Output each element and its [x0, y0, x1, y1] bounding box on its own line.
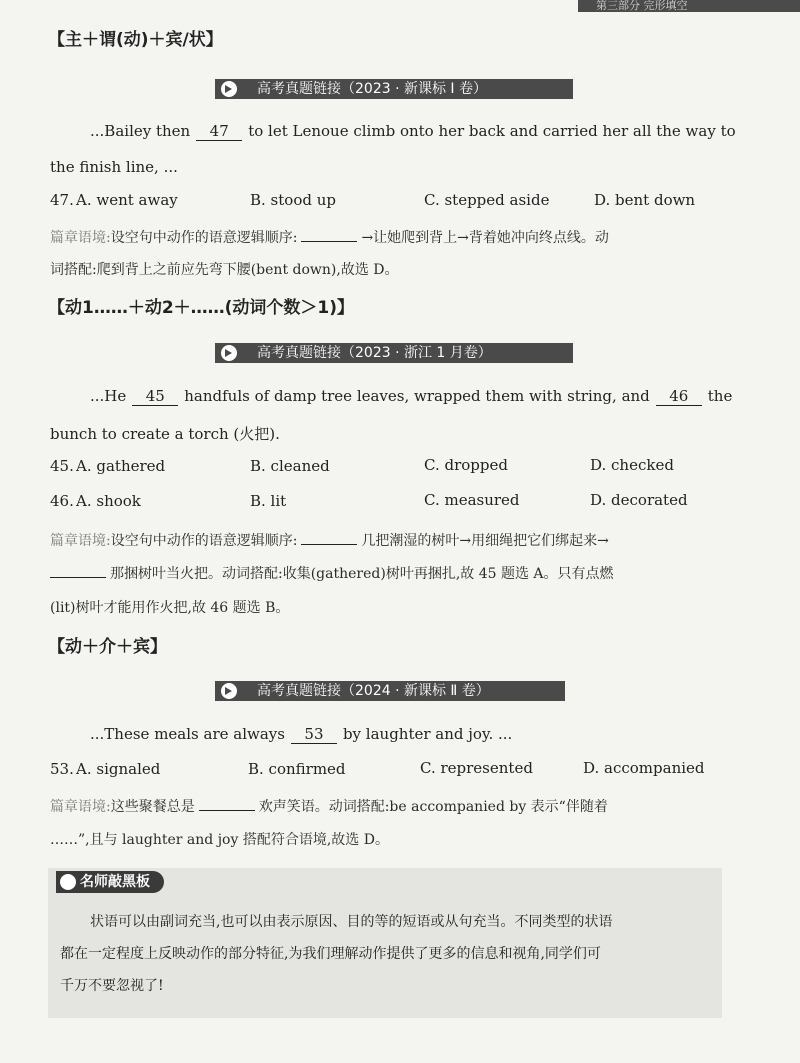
- section2-note-line2: [50, 563, 614, 583]
- note-text: 欢声笑语。动词搭配:be accompanied by 表示“伴随着: [258, 799, 608, 815]
- section2-passage-line2: bunch to create a torch (火把).: [50, 425, 280, 443]
- note-text: 几把潮湿的树叶→用细绳把它们绑起来→: [361, 533, 609, 549]
- play-icon: [221, 683, 237, 699]
- section3-passage-line1: [90, 725, 512, 744]
- passage-text: ...He: [90, 387, 127, 405]
- section1-banner: [215, 79, 573, 99]
- option-b: B. confirmed: [248, 760, 346, 778]
- section1-passage-line2: the finish line, ...: [50, 158, 178, 176]
- tip-line-2: 都在一定程度上反映动作的部分特征,为我们理解动作提供了更多的信息和视角,同学们可: [60, 946, 601, 962]
- section2-banner-text: 高考真题链接（2023 · 浙江 1 月卷）: [257, 345, 492, 361]
- section1-passage-line1: [90, 122, 736, 141]
- play-icon: [221, 345, 237, 361]
- section3-heading: 【动＋介＋宾】: [48, 637, 167, 657]
- note-text: →让她爬到背上→背着她冲向终点线。动: [361, 230, 609, 246]
- note-text: 设空句中动作的语意逻辑顺序:: [110, 230, 298, 246]
- tip-line-1: 状语可以由副词充当,也可以由表示原因、目的等的短语或从句充当。不同类型的状语: [90, 914, 613, 930]
- blank-53: 53: [291, 725, 337, 744]
- option-c: C. dropped: [424, 456, 508, 474]
- option-d: D. accompanied: [583, 759, 705, 777]
- option-c: C. stepped aside: [424, 191, 550, 209]
- play-icon: [221, 81, 237, 97]
- option-d: D. decorated: [590, 491, 688, 509]
- tip-icon: [60, 874, 76, 890]
- section3-note-line2: ……”,且与 laughter and joy 搭配符合语境,故选 D。: [50, 832, 389, 848]
- note-text: 这些聚餐总是: [110, 799, 195, 815]
- option-d: D. checked: [590, 456, 674, 474]
- section2-banner: [215, 343, 573, 363]
- passage-text: by laughter and joy. ...: [342, 725, 513, 743]
- question-number: 46.: [50, 492, 74, 510]
- note-blank: [50, 577, 106, 578]
- blank-47: 47: [196, 122, 242, 141]
- option-b: B. cleaned: [250, 457, 330, 475]
- header-bar: [578, 0, 800, 12]
- section2-note-line1: [50, 530, 609, 550]
- section3-note-line1: [50, 796, 608, 816]
- option-a: A. signaled: [76, 760, 161, 778]
- note-text: 那捆树叶当火把。动词搭配:收集(gathered)树叶再捆扎,故 45 题选 A。只有点燃: [110, 566, 614, 582]
- question-number: 53.: [50, 760, 74, 778]
- option-a: A. went away: [76, 191, 178, 209]
- note-label: 篇章语境:: [50, 533, 111, 549]
- passage-text: ...Bailey then: [90, 122, 191, 140]
- blank-46: 46: [656, 387, 702, 406]
- option-a: A. gathered: [76, 457, 166, 475]
- section3-banner: [215, 681, 565, 701]
- option-d: D. bent down: [594, 191, 696, 209]
- section1-heading: 【主＋谓(动)＋宾/状】: [48, 30, 223, 50]
- note-blank: [199, 810, 255, 811]
- tip-line-3: 千万不要忽视了!: [60, 978, 164, 994]
- question-number: 45.: [50, 457, 74, 475]
- header-text: 第三部分 完形填空: [596, 0, 688, 12]
- blank-45: 45: [132, 387, 178, 406]
- passage-text: ...These meals are always: [90, 725, 285, 743]
- passage-text: to let Lenoue climb onto her back and carried her all the way to: [248, 122, 736, 140]
- option-a: A. shook: [76, 492, 141, 510]
- note-blank: [301, 544, 357, 545]
- question-number: 47.: [50, 191, 74, 209]
- passage-text: handfuls of damp tree leaves, wrapped them with string, and: [184, 387, 650, 405]
- note-label: 篇章语境:: [50, 230, 111, 246]
- option-b: B. lit: [250, 492, 287, 510]
- section2-note-line3: (lit)树叶才能用作火把,故 46 题选 B。: [50, 600, 290, 616]
- tip-label-text: 名师敲黑板: [80, 874, 150, 890]
- option-b: B. stood up: [250, 191, 336, 209]
- note-label: 篇章语境:: [50, 799, 111, 815]
- section1-banner-text: 高考真题链接（2023 · 新课标 Ⅰ 卷）: [257, 81, 488, 97]
- option-c: C. measured: [424, 491, 520, 509]
- section2-passage-line1: [90, 387, 732, 406]
- section3-banner-text: 高考真题链接（2024 · 新课标 Ⅱ 卷）: [257, 683, 490, 699]
- note-text: 设空句中动作的语意逻辑顺序:: [110, 533, 298, 549]
- passage-text: the: [707, 387, 733, 405]
- option-c: C. represented: [420, 759, 533, 777]
- section1-note-line1: [50, 227, 609, 247]
- tip-label: [56, 871, 164, 893]
- section1-note-line2: 词搭配:爬到背上之前应先弯下腰(bent down),故选 D。: [50, 262, 399, 278]
- section2-heading: 【动1……＋动2＋……(动词个数＞1)】: [48, 298, 355, 318]
- note-blank: [301, 241, 357, 242]
